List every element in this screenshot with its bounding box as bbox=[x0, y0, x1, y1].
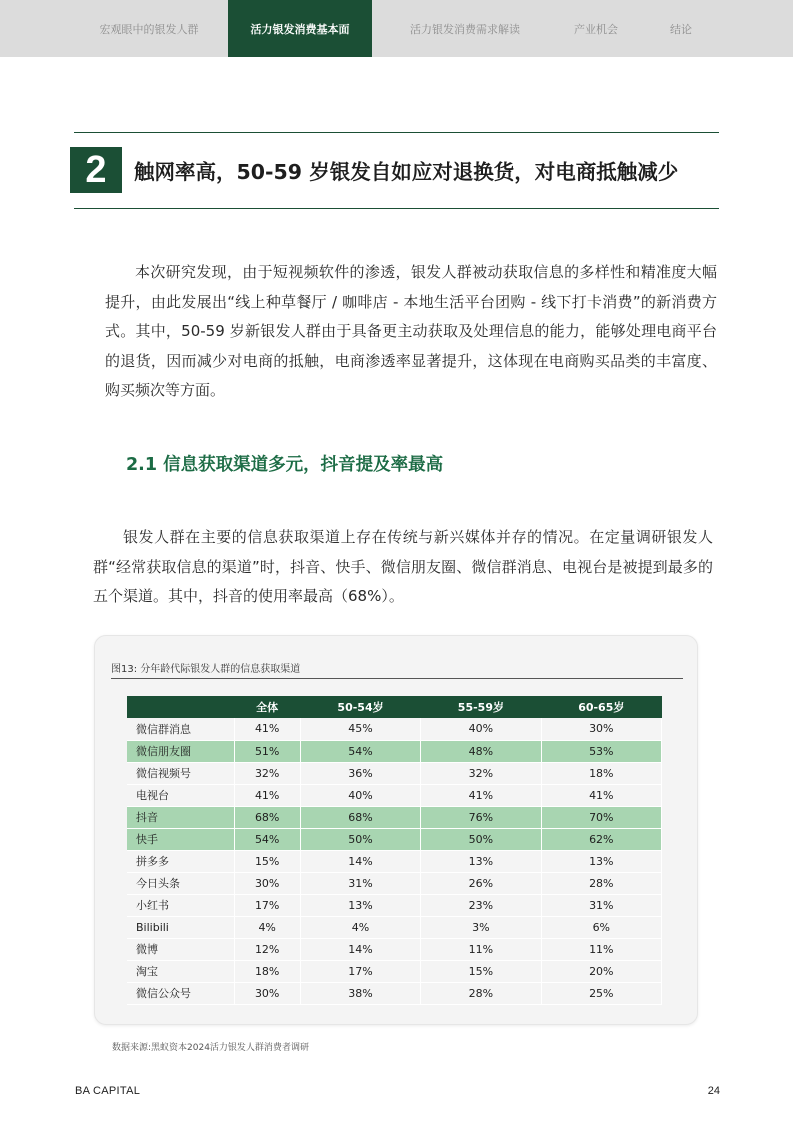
table-cell: 53% bbox=[541, 740, 661, 762]
table-cell: 28% bbox=[541, 872, 661, 894]
table-row-label: 微博 bbox=[127, 938, 234, 960]
info-channel-table bbox=[127, 696, 662, 1005]
table-cell: 30% bbox=[541, 718, 661, 740]
table-cell: 18% bbox=[234, 960, 300, 982]
table-cell: 6% bbox=[541, 916, 661, 938]
table-cell: 17% bbox=[300, 960, 420, 982]
table-cell: 11% bbox=[421, 938, 541, 960]
table-cell: 4% bbox=[300, 916, 420, 938]
table-cell: 13% bbox=[300, 894, 420, 916]
table-cell: 31% bbox=[300, 872, 420, 894]
figure-caption: 图13: 分年龄代际银发人群的信息获取渠道 bbox=[111, 664, 301, 675]
table-row-label: 今日头条 bbox=[127, 872, 234, 894]
table-cell: 18% bbox=[541, 762, 661, 784]
table-cell: 38% bbox=[300, 982, 420, 1004]
table-header-cell: 全体 bbox=[234, 696, 300, 718]
table-row-label: 拼多多 bbox=[127, 850, 234, 872]
table-row-label: 微信公众号 bbox=[127, 982, 234, 1004]
table-cell: 68% bbox=[300, 806, 420, 828]
table-row-label: 小红书 bbox=[127, 894, 234, 916]
table-cell: 41% bbox=[421, 784, 541, 806]
table-row bbox=[127, 718, 662, 740]
table-cell: 50% bbox=[421, 828, 541, 850]
table-row bbox=[127, 762, 662, 784]
table-cell: 12% bbox=[234, 938, 300, 960]
table-row bbox=[127, 982, 662, 1004]
table-row-label: 抖音 bbox=[127, 806, 234, 828]
table-row-label: 微信朋友圈 bbox=[127, 740, 234, 762]
table-row-label: Bilibili bbox=[127, 916, 234, 938]
table-row bbox=[127, 828, 662, 850]
table-row bbox=[127, 784, 662, 806]
table-cell: 30% bbox=[234, 872, 300, 894]
table-cell: 41% bbox=[234, 718, 300, 740]
table-cell: 4% bbox=[234, 916, 300, 938]
table-cell: 13% bbox=[421, 850, 541, 872]
subsection-title: 2.1 信息获取渠道多元，抖音提及率最高 bbox=[126, 455, 444, 475]
table-row-label: 淘宝 bbox=[127, 960, 234, 982]
table-cell: 28% bbox=[421, 982, 541, 1004]
table-cell: 30% bbox=[234, 982, 300, 1004]
data-source-note: 数据来源:黑蚁资本2024活力银发人群消费者调研 bbox=[112, 1043, 309, 1053]
table-cell: 20% bbox=[541, 960, 661, 982]
tab-conclusion[interactable]: 结论 bbox=[670, 23, 692, 36]
table-row bbox=[127, 872, 662, 894]
table-row-label: 电视台 bbox=[127, 784, 234, 806]
table-cell: 23% bbox=[421, 894, 541, 916]
table-cell: 45% bbox=[300, 718, 420, 740]
table-cell: 26% bbox=[421, 872, 541, 894]
table-cell: 32% bbox=[421, 762, 541, 784]
table-cell: 51% bbox=[234, 740, 300, 762]
table-row bbox=[127, 916, 662, 938]
table-row bbox=[127, 850, 662, 872]
table-header-cell: 60-65岁 bbox=[541, 696, 661, 718]
tab-industry-opportunity[interactable]: 产业机会 bbox=[574, 23, 618, 36]
table-cell: 36% bbox=[300, 762, 420, 784]
figure-caption-rule bbox=[111, 678, 683, 679]
section-top-rule bbox=[74, 132, 719, 133]
section-bottom-rule bbox=[74, 208, 719, 209]
table-row bbox=[127, 894, 662, 916]
table-row-label: 微信视频号 bbox=[127, 762, 234, 784]
table-header-cell: 50-54岁 bbox=[300, 696, 420, 718]
tab-macro-silver[interactable]: 宏观眼中的银发人群 bbox=[99, 23, 199, 36]
table-cell: 54% bbox=[300, 740, 420, 762]
page-number: 24 bbox=[707, 1085, 720, 1097]
footer-brand: BA CAPITAL bbox=[75, 1085, 141, 1097]
table-cell: 32% bbox=[234, 762, 300, 784]
section-title: 触网率高，50-59 岁银发自如应对退换货，对电商抵触减少 bbox=[134, 160, 679, 184]
table-row bbox=[127, 806, 662, 828]
table-cell: 3% bbox=[421, 916, 541, 938]
table-cell: 48% bbox=[421, 740, 541, 762]
section-number-badge: 2 bbox=[70, 147, 122, 193]
table-cell: 40% bbox=[300, 784, 420, 806]
table-header-row bbox=[127, 696, 662, 718]
top-navigation bbox=[0, 0, 793, 57]
table-cell: 76% bbox=[421, 806, 541, 828]
table-cell: 25% bbox=[541, 982, 661, 1004]
table-cell: 14% bbox=[300, 850, 420, 872]
tab-silver-demand[interactable]: 活力银发消费需求解读 bbox=[410, 23, 520, 36]
table-cell: 41% bbox=[234, 784, 300, 806]
table-cell: 50% bbox=[300, 828, 420, 850]
table-header-cell: 55-59岁 bbox=[421, 696, 541, 718]
table-row-label: 快手 bbox=[127, 828, 234, 850]
table-cell: 13% bbox=[541, 850, 661, 872]
table-cell: 41% bbox=[541, 784, 661, 806]
table-cell: 40% bbox=[421, 718, 541, 740]
table-cell: 15% bbox=[421, 960, 541, 982]
table-cell: 17% bbox=[234, 894, 300, 916]
tab-silver-consumption-basics[interactable]: 活力银发消费基本面 bbox=[228, 0, 372, 57]
table-row-label: 微信群消息 bbox=[127, 718, 234, 740]
table-row bbox=[127, 938, 662, 960]
table-header-cell bbox=[127, 696, 234, 718]
intro-paragraph: 本次研究发现，由于短视频软件的渗透，银发人群被动获取信息的多样性和精准度大幅提升，由此发展出“线上种草餐厅 / 咖啡店 - 本地生活平台团购 - 线下打卡消费”的新消费方式。其中，50-59 岁新银发人群由于具备更主动获取及处理信息的能力，能够处理电商平台的退货，因而减少对电商的抵触，电商渗透率显著提升，这体现在电商购买品类的丰富度、购买频次等方面。 bbox=[105, 263, 717, 399]
table-cell: 68% bbox=[234, 806, 300, 828]
table-row bbox=[127, 960, 662, 982]
table-row bbox=[127, 740, 662, 762]
table-cell: 62% bbox=[541, 828, 661, 850]
subsection-paragraph: 银发人群在主要的信息获取渠道上存在传统与新兴媒体并存的情况。在定量调研银发人群“经常获取信息的渠道”时，抖音、快手、微信朋友圈、微信群消息、电视台是被提到最多的五个渠道。其中，抖音的使用率最高（68%）。 bbox=[93, 528, 713, 605]
table-cell: 11% bbox=[541, 938, 661, 960]
table-cell: 31% bbox=[541, 894, 661, 916]
table-cell: 14% bbox=[300, 938, 420, 960]
table-cell: 70% bbox=[541, 806, 661, 828]
table-cell: 54% bbox=[234, 828, 300, 850]
table-cell: 15% bbox=[234, 850, 300, 872]
